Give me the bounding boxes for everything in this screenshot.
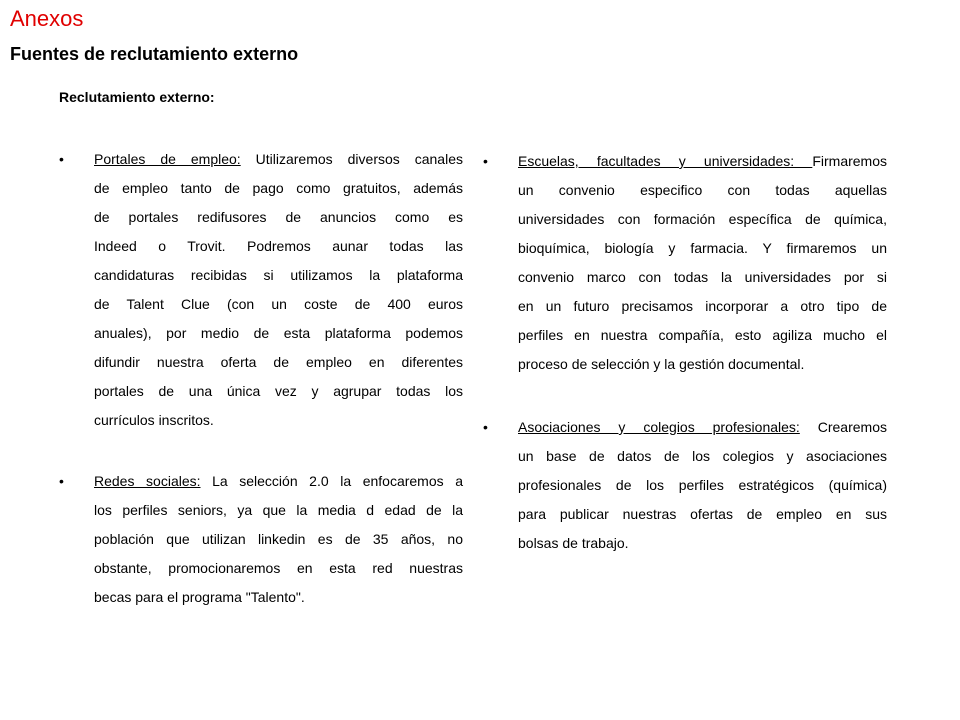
item-label: Redes sociales: bbox=[94, 473, 201, 489]
page-title: Anexos bbox=[10, 6, 84, 31]
item-text: Asociaciones y colegios profesionales: Crearemos un base de datos de los colegios y asociaciones profesionales de los perfiles estratégicos (química) para publicar nuestras ofertas de empleo en sus bolsas de trabajo. bbox=[518, 419, 887, 551]
item-text: Escuelas, facultades y universidades: Firmaremos un convenio especifico con todas aquellas universidades con formación específica de química, bioquímica, biología y farmacia. Y firmaremos un convenio marco con todas la universidades por si en un futuro precisamos incorporar a otro tipo de perfiles en nuestra compañía, esto agiliza mucho el proceso de selección y la gestión documental. bbox=[518, 153, 887, 372]
bullet-icon: • bbox=[483, 153, 488, 169]
bullet-icon: • bbox=[483, 419, 488, 435]
item-text: Redes sociales: La selección 2.0 la enfocaremos a los perfiles seniors, ya que la media d edad de la población que utilizan linkedin es de 35 años, no obstante, promocionaremos en esta red nuestras becas para el programa "Talento". bbox=[94, 473, 463, 605]
page-subtitle: Fuentes de reclutamiento externo bbox=[10, 44, 299, 64]
item-label: Asociaciones y colegios profesionales: bbox=[518, 419, 800, 435]
bullet-icon: • bbox=[59, 151, 64, 167]
item-label: Escuelas, facultades y universidades: bbox=[518, 153, 813, 169]
section-heading: Reclutamiento externo: bbox=[59, 89, 215, 105]
item-label: Portales de empleo: bbox=[94, 151, 241, 167]
item-text: Portales de empleo: Utilizaremos diversos canales de empleo tanto de pago como gratuitos, además de portales redifusores de anuncios como es Indeed o Trovit. Podremos aunar todas las candidaturas recibidas si utilizamos la plataforma de Talent Clue (con un coste de 400 euros anuales), por medio de esta plataforma podemos difundir nuestra oferta de empleo en diferentes portales de una única vez y agrupar todas los currículos inscritos. bbox=[94, 151, 463, 428]
bullet-icon: • bbox=[59, 473, 64, 489]
